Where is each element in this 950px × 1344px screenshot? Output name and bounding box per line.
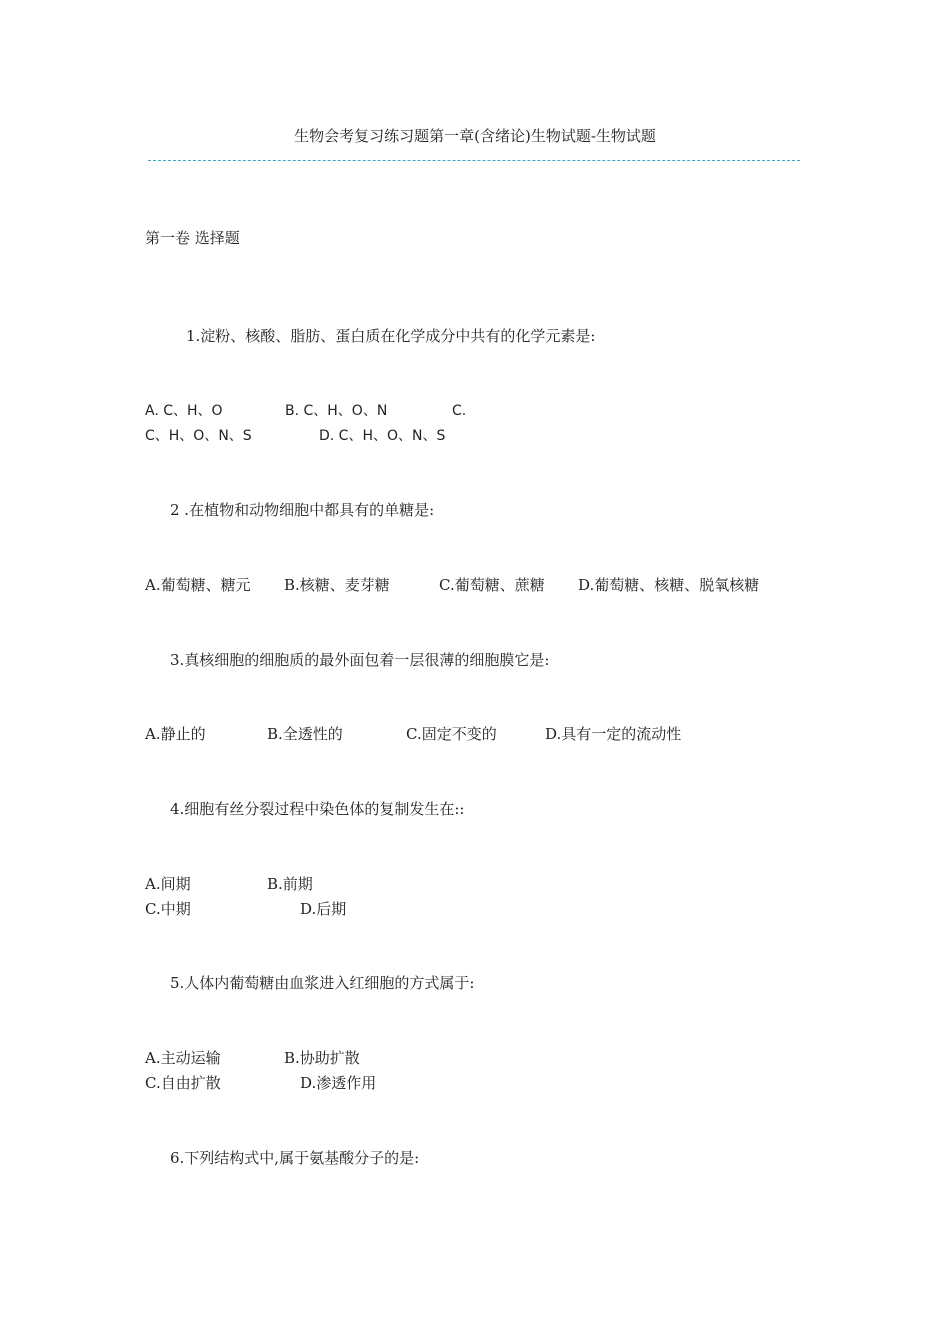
question-4-option-a: A.间期	[145, 875, 191, 893]
question-3-option-c: C.固定不变的	[406, 725, 497, 743]
question-3-stem: 3.真核细胞的细胞质的最外面包着一层很薄的细胞膜它是:	[170, 651, 550, 669]
question-2-option-a: A.葡萄糖、糖元	[145, 576, 251, 594]
question-5-option-a: A.主动运输	[145, 1049, 221, 1067]
question-5-stem: 5.人体内葡萄糖由血浆进入红细胞的方式属于:	[170, 974, 475, 992]
question-1-option-c: C、H、O、N、S	[145, 428, 252, 444]
question-2-option-c: C.葡萄糖、蔗糖	[439, 576, 545, 594]
title-divider	[148, 160, 800, 161]
question-2-option-b: B.核糖、麦芽糖	[284, 576, 390, 594]
question-5-option-c: C.自由扩散	[145, 1074, 221, 1092]
question-3-option-d: D.具有一定的流动性	[545, 725, 682, 743]
question-3-option-a: A.静止的	[145, 725, 206, 743]
question-5-option-b: B.协助扩散	[284, 1049, 360, 1067]
document-title: 生物会考复习练习题第一章(含绪论)生物试题-生物试题	[294, 127, 656, 145]
question-4-option-c: C.中期	[145, 900, 191, 918]
question-1-option-a: A. C、H、O	[145, 403, 223, 419]
question-5-option-d: D.渗透作用	[300, 1074, 377, 1092]
question-6-stem: 6.下列结构式中,属于氨基酸分子的是:	[170, 1149, 420, 1167]
question-2-stem: 2 .在植物和动物细胞中都具有的单糖是:	[170, 501, 435, 519]
question-4-option-b: B.前期	[267, 875, 313, 893]
question-1-option-b: B. C、H、O、N	[285, 403, 388, 419]
question-1-stem: 1.淀粉、核酸、脂肪、蛋白质在化学成分中共有的化学元素是:	[186, 327, 596, 345]
question-1-option-d: D. C、H、O、N、S	[319, 428, 446, 444]
question-2-option-d: D.葡萄糖、核糖、脱氧核糖	[578, 576, 760, 594]
section-heading: 第一卷 选择题	[145, 229, 240, 247]
question-4-option-d: D.后期	[300, 900, 347, 918]
question-1-option-c-label: C.	[452, 403, 467, 419]
question-4-stem: 4.细胞有丝分裂过程中染色体的复制发生在::	[170, 800, 465, 818]
question-3-option-b: B.全透性的	[267, 725, 343, 743]
